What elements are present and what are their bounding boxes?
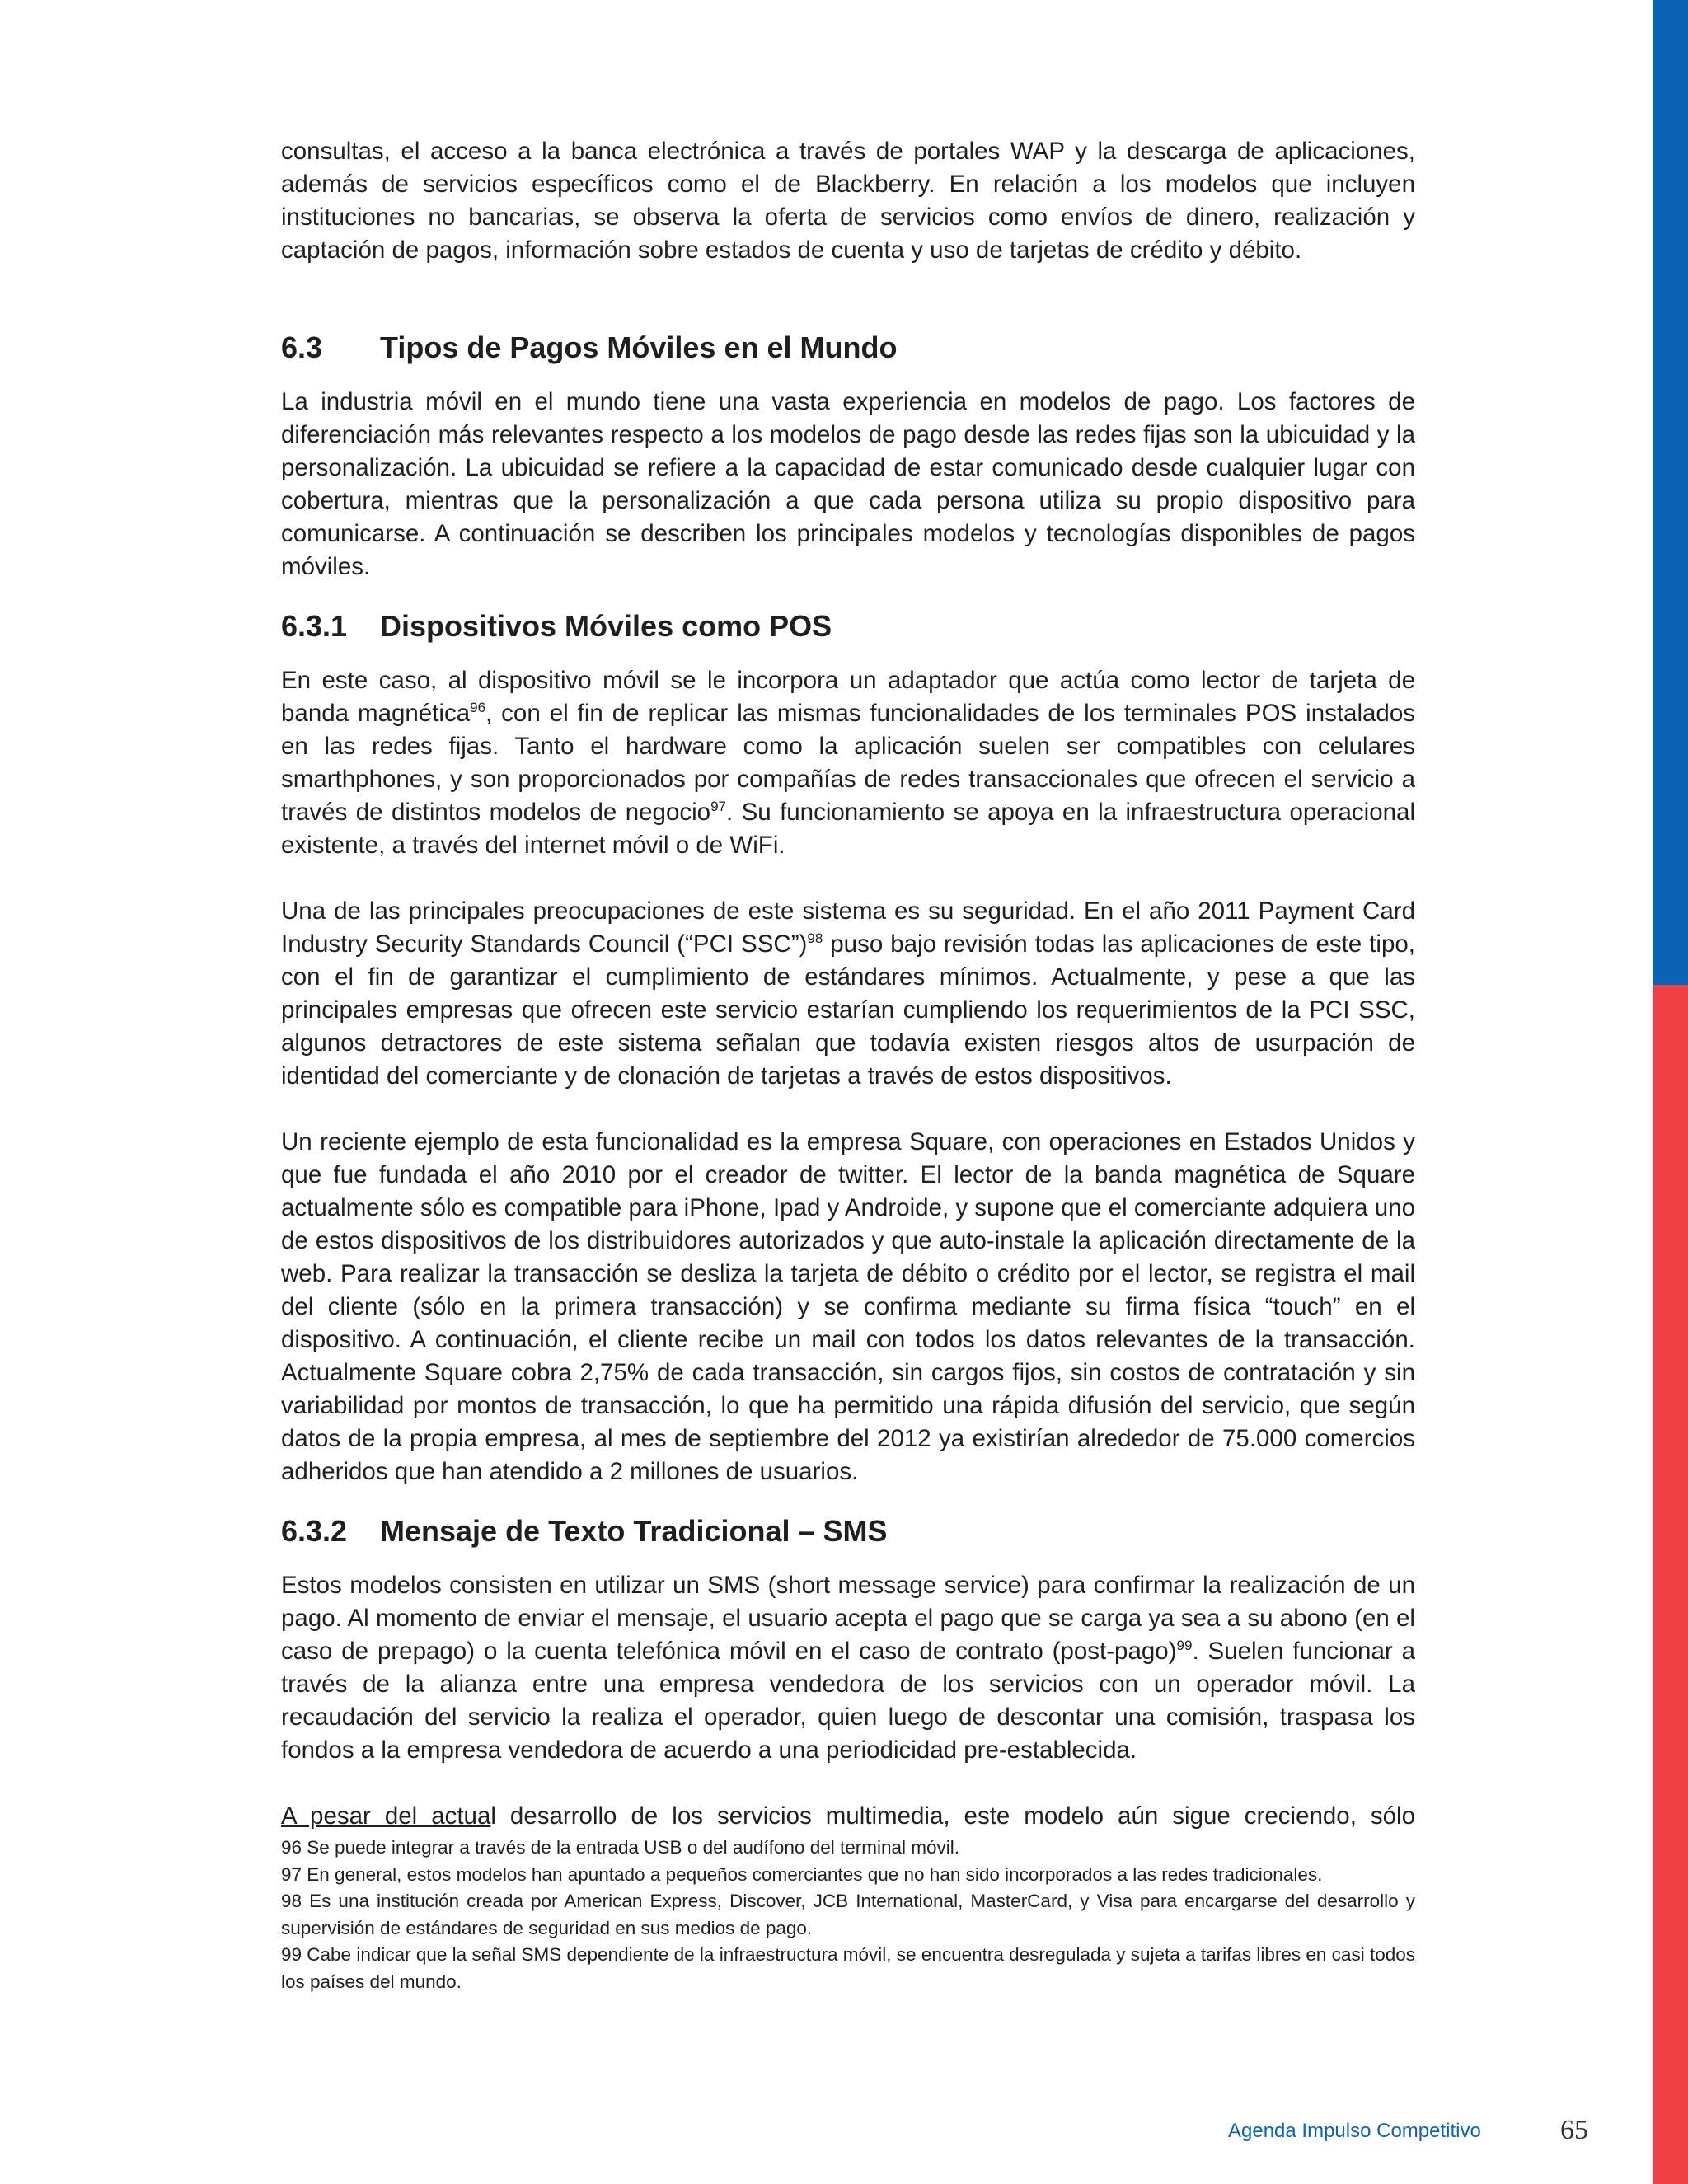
section-title: Tipos de Pagos Móviles en el Mundo (380, 330, 898, 364)
underlined-text: A pesar del actua (281, 1802, 491, 1830)
section-title: Dispositivos Móviles como POS (380, 609, 832, 643)
footnote-99: 99 Cabe indicar que la señal SMS dependiente de la infraestructura móvil, se encuentra desregulada y sujeta a tarifas libres en casi todos los países del mundo. (281, 1944, 1415, 1992)
section-6-3-2-paragraph-2 (281, 1800, 1415, 1833)
side-bar-blue (1653, 0, 1688, 985)
footer-label: Agenda Impulso Competitivo (1228, 2120, 1481, 2142)
section-6-3-2-paragraph-1 (281, 1569, 1415, 1767)
text-run: puso bajo revisión todas las aplicaciones de este tipo, con el fin de garantizar el cumplimiento de estándares mínimos. Actualmente, y pese a que las principales empresas que ofrecen este servicio estarían cumpliendo los requerimientos de la PCI SSC, algunos detractores de este sistema señalan que todavía existen riesgos altos de usurpación de identidad del comerciante y de clonación de tarjetas a través de estos dispositivos. (281, 930, 1415, 1090)
intro-paragraph: consultas, el acceso a la banca electrónica a través de portales WAP y la descarga de aplicaciones, además de servicios específicos como el de Blackberry. En relación a los modelos que incluyen instituciones no bancarias, se observa la oferta de servicios como envíos de dinero, realización y captación de pagos, información sobre estados de cuenta y uso de tarjetas de crédito y débito. (281, 138, 1415, 264)
section-number: 6.3.1 (281, 609, 348, 643)
text-run: l desarrollo de los servicios multimedia, este modelo aún sigue creciendo, sólo (490, 1802, 1415, 1830)
text-run: . Suelen funcionar a través de la alianza entre una empresa vendedora de los servicios con un operador móvil. La recaudación del servicio la realiza el operador, quien luego de descontar una comisión, traspasa los fondos a la empresa vendedora de acuerdo a una periodicidad pre-establecida. (281, 1638, 1415, 1764)
footnote-ref-97: 97 (710, 799, 726, 815)
page-content (281, 135, 1415, 1995)
section-title: Mensaje de Texto Tradicional – SMS (380, 1514, 888, 1548)
text-run: Una de las principales preocupaciones de este sistema es su seguridad. En el año 2011 Payment Card Industry Security Standards Council (“PCI SSC”) (281, 898, 1415, 958)
footnotes (281, 1835, 1415, 1995)
footnote-98: 98 Es una institución creada por American Express, Discover, JCB International, MasterCard, y Visa para encargarse del desarrollo y supervisión de estándares de seguridad en sus medios de pago. (281, 1891, 1415, 1938)
footnote-ref-98: 98 (807, 930, 823, 947)
section-heading-6-3-2 (281, 1513, 1415, 1549)
section-heading-6-3-1 (281, 608, 1415, 644)
side-bar-red (1653, 985, 1688, 2184)
section-number: 6.3.2 (281, 1514, 348, 1548)
footnote-ref-96: 96 (470, 700, 486, 716)
text-run: . Su funcionamiento se apoya en la infraestructura operacional existente, a través del internet móvil o de WiFi. (281, 799, 1415, 859)
section-6-3-1-paragraph-1 (281, 664, 1415, 862)
footnote-ref-99: 99 (1176, 1638, 1193, 1654)
footnote-97: 97 En general, estos modelos han apuntado a pequeños comerciantes que no han sido incorporados a las redes tradicionales. (281, 1863, 1323, 1885)
section-heading-6-3 (281, 330, 1415, 366)
section-number: 6.3 (281, 330, 323, 364)
section-6-3-1-paragraph-3: Un reciente ejemplo de esta funcionalidad es la empresa Square, con operaciones en Estados Unidos y que fue fundada el año 2010 por el creador de twitter. El lector de la banda magnética de Square actualmente sólo es compatible para iPhone, Ipad y Androide, y supone que el comerciante adquiera uno de estos dispositivos de los distribuidores autorizados y que auto-instale la aplicación directamente de la web. Para realizar la transacción se desliza la tarjeta de débito o crédito por el lector, se registra el mail del cliente (sólo en la primera transacción) y se confirma mediante su firma física “touch” en el dispositivo. A continuación, el cliente recibe un mail con todos los datos relevantes de la transacción. Actualmente Square cobra 2,75% de cada transacción, sin cargos fijos, sin costos de contratación y sin variabilidad por montos de transacción, lo que ha permitido una rápida difusión del servicio, que según datos de la propia empresa, al mes de septiembre del 2012 ya existirían alrededor de 75.000 comercios adheridos que han atendido a 2 millones de usuarios. (281, 1128, 1415, 1485)
text-run: , con el fin de replicar las mismas funcionalidades de los terminales POS instalados en las redes fijas. Tanto el hardware como la aplicación suelen ser compatibles con celulares smarthphones, y son proporcionados por compañías de redes transaccionales que ofrecen el servicio a través de distintos modelos de negocio (281, 700, 1415, 826)
footnote-96: 96 Se puede integrar a través de la entrada USB o del audífono del terminal móvil. (281, 1837, 959, 1858)
text-run: Estos modelos consisten en utilizar un SMS (short message service) para confirmar la realización de un pago. Al momento de enviar el mensaje, el usuario acepta el pago que se carga ya sea a su abono (en el caso de prepago) o la cuenta telefónica móvil en el caso de contrato (post-pago) (281, 1572, 1415, 1665)
page-number: 65 (1560, 2115, 1588, 2145)
section-6-3-1-paragraph-2 (281, 895, 1415, 1093)
text-run: En este caso, al dispositivo móvil se le incorpora un adaptador que actúa como lector de tarjeta de banda magnética (281, 667, 1415, 727)
section-6-3-paragraph: La industria móvil en el mundo tiene una vasta experiencia en modelos de pago. Los factores de diferenciación más relevantes respecto a los modelos de pago desde las redes fijas son la ubicuidad y la personalización. La ubicuidad se refiere a la capacidad de estar comunicado desde cualquier lugar con cobertura, mientras que la personalización a que cada persona utiliza su propio dispositivo para comunicarse. A continuación se describen los principales modelos y tecnologías disponibles de pagos móviles. (281, 388, 1415, 580)
